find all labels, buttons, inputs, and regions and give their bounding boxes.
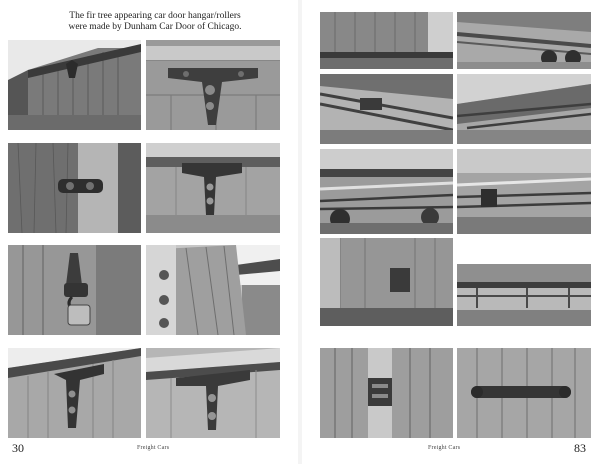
photo-truck-and-rods bbox=[457, 12, 591, 69]
running-footer-right: Freight Cars bbox=[428, 445, 461, 451]
left-page bbox=[0, 0, 298, 464]
photo-weathered-door-roller bbox=[8, 143, 141, 233]
photo-car-end-side bbox=[320, 12, 453, 69]
photo-door-handle-bar bbox=[457, 348, 591, 438]
photo-brake-rigging-1 bbox=[320, 149, 453, 234]
photo-caption bbox=[40, 11, 270, 33]
page-number-right: 83 bbox=[574, 441, 586, 455]
page-number-left: 30 bbox=[12, 441, 24, 455]
photo-door-latch-hardware bbox=[320, 348, 453, 438]
photo-car-underside-wide bbox=[457, 264, 591, 326]
photo-door-track-bracket bbox=[146, 245, 280, 335]
photo-underframe-rods-1 bbox=[320, 74, 453, 144]
photo-padlocked-hasp bbox=[8, 245, 141, 335]
photo-boxcar-side-hangar bbox=[8, 40, 141, 130]
photo-hangar-under-roof-2 bbox=[146, 348, 280, 438]
running-footer-left: Freight Cars bbox=[137, 445, 170, 451]
caption-line-1: The fir tree appearing car door hangar/rollers bbox=[69, 11, 241, 21]
photo-brake-rigging-2 bbox=[457, 149, 591, 234]
photo-fir-tree-hangar-closeup bbox=[146, 40, 280, 130]
caption-line-2: were made by Dunham Car Door of Chicago. bbox=[68, 22, 242, 32]
photo-hangar-under-roof-1 bbox=[8, 348, 141, 438]
photo-car-side-latch bbox=[320, 238, 453, 326]
photo-fir-tree-hangar-bolted bbox=[146, 143, 280, 233]
right-page bbox=[302, 0, 600, 464]
photo-underframe-rods-2 bbox=[457, 74, 591, 144]
